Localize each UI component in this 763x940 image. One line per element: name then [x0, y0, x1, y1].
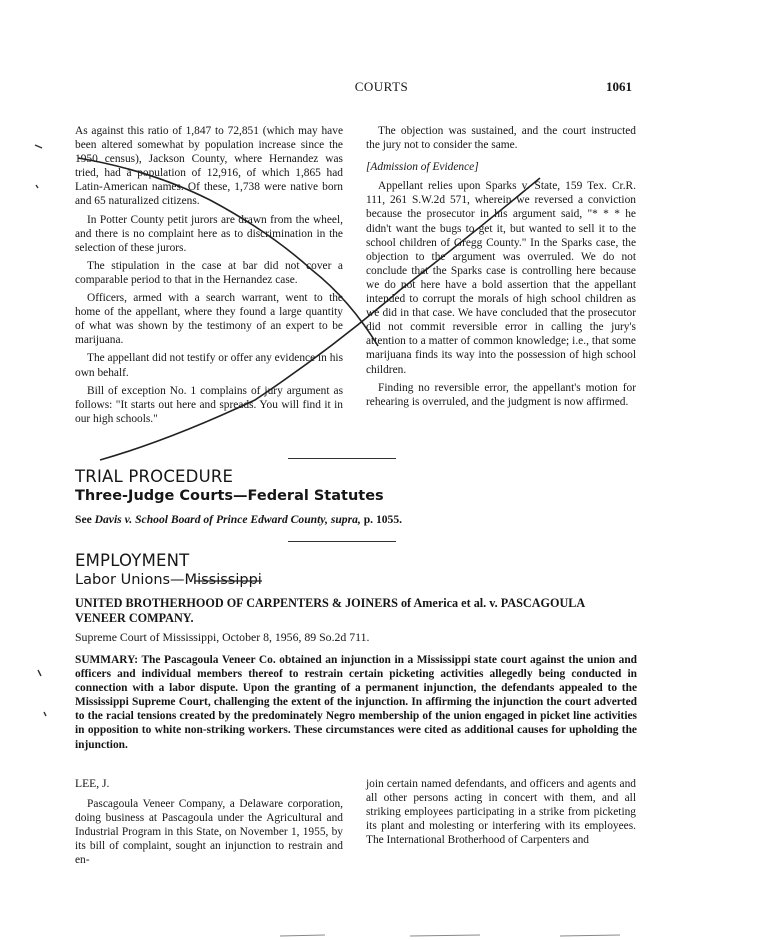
section-divider	[288, 541, 396, 542]
see-prefix: See	[75, 513, 95, 526]
subsection-title-labor-unions: Labor Unions—Mississippi	[75, 572, 262, 588]
margin-mark	[38, 670, 41, 676]
paragraph: The stipulation in the case at bar did not cover a comparable period to that in the Hernandez case.	[75, 259, 343, 286]
paragraph: join certain named defendants, and officers and agents and all other persons acting in concert with them, and all striking employees participating in a strike from picketing its plant and molesting or interfering with its employees. The International Brotherhood of Carpenters and	[366, 778, 636, 847]
margin-mark	[36, 185, 38, 188]
paragraph: As against this ratio of 1,847 to 72,851 (which may have been altered somewhat by population increase since the 1950 census), Jackson County, where Hernandez was tried, had a population of 12,916, of which 1,865 had Latin-American names. Of these, 1,738 were native born and 65 naturalized citizens.	[75, 125, 343, 208]
subsection-title-three-judge-courts: Three-Judge Courts—Federal Statutes	[75, 488, 384, 504]
court-citation: Supreme Court of Mississippi, October 8, 1956, 89 So.2d 711.	[75, 630, 370, 644]
see-page: p. 1055.	[360, 513, 403, 526]
margin-mark	[44, 712, 46, 716]
paragraph: The appellant did not testify or offer any evidence in his own behalf.	[75, 352, 343, 379]
opinion-left-column	[75, 797, 343, 867]
margin-mark	[35, 145, 42, 148]
paragraph: Officers, armed with a search warrant, went to the home of the appellant, where they found a large quantity of what was shown by the testimony of an expert to be marijuana.	[75, 292, 343, 347]
paragraph: The objection was sustained, and the court instructed the jury not to consider the same.	[366, 125, 636, 152]
paragraph: In Potter County petit jurors are drawn from the wheel, and there is no complaint here as to discrimination in the selection of these jurors.	[75, 213, 343, 254]
page-number: 1061	[606, 79, 632, 94]
section-title-employment: EMPLOYMENT	[75, 551, 190, 570]
judge-name: LEE, J.	[75, 777, 110, 790]
paragraph: Pascagoula Veneer Company, a Delaware corporation, doing business at Pascagoula under the Agricultural and Industrial Program in this State, on November 1, 1955, by its bill of complaint, sought an injunction to restrain and en-	[75, 798, 343, 867]
see-reference	[75, 513, 402, 526]
section-title-trial-procedure: TRIAL PROCEDURE	[75, 467, 234, 486]
paragraph: Appellant relies upon Sparks v. State, 159 Tex. Cr.R. 111, 261 S.W.2d 571, wherein we reversed a conviction because the prosecutor in his argument said, "* * * he didn't want the bugs to get it, but wanted to sell it to the school children of Gregg County." In the Sparks case, the objection to the argument was overruled. We do not conclude that the Sparks case is controlling here because we do not here have a bold assertion that the appellant intended to corrupt the morals of high school children as we did in that case. We have concluded that the prosecutor did not commit reversible error in calling the jury's attention to a matter of common knowledge; i.e., that some marijuana finds its way into the possession of high school children.	[366, 180, 636, 376]
paragraph: Finding no reversible error, the appellant's motion for rehearing is overruled, and the judgment is now affirmed.	[366, 381, 636, 408]
case-summary: SUMMARY: The Pascagoula Veneer Co. obtained an injunction in a Mississippi state court against the union and officers and individual members thereof to restrain certain picketing activities allegedly being conducted in connection with a labor dispute. Upon the granting of a permanent injunction, the defendants appealed to the Mississippi Supreme Court, challenging the extent of the injunction. In affirming the injunction the court adverted to the racial tensions created by the predominately Negro membership of the union engaged in picket line activities in opposition to white non-striking workers. These circumstances were cited as additional causes for upholding the injunction.	[75, 654, 637, 751]
case-title: UNITED BROTHERHOOD OF CARPENTERS & JOINERS of America et al. v. PASCAGOULA VENEER COMPANY.	[75, 596, 585, 625]
opinion-right-column	[366, 777, 636, 847]
section-divider	[288, 458, 396, 459]
see-case-name: Davis v. School Board of Prince Edward County, supra,	[94, 513, 361, 526]
scan-artifact	[280, 935, 620, 936]
left-text-column	[75, 124, 343, 430]
right-text-column	[366, 124, 636, 413]
running-header-title: COURTS	[354, 79, 409, 94]
section-heading-admission-of-evidence: [Admission of Evidence]	[366, 161, 479, 174]
paragraph: Bill of exception No. 1 complains of jury argument as follows: "It starts out here and spreads. You will find it in our high schools."	[75, 384, 343, 425]
